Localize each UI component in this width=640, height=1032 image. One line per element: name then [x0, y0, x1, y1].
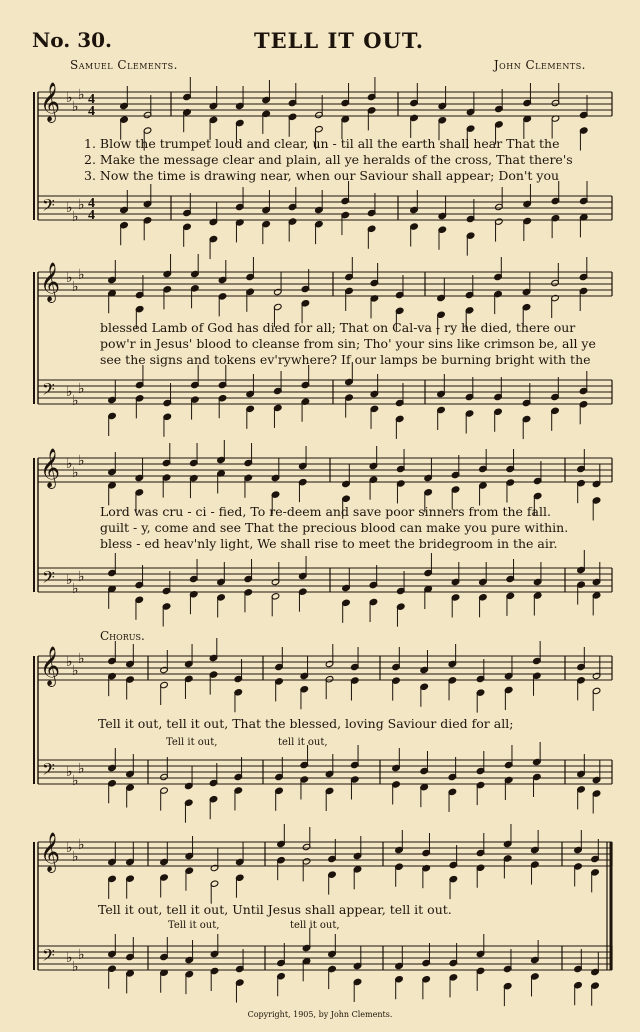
verse-3-line-2: see the signs and tokens ev'rywhere? If our lamps be burning bright with the: [100, 352, 591, 367]
chorus-line-1-bass-echo-2: tell it out,: [278, 737, 328, 748]
chorus-line-1-bass-echo-1: Tell it out,: [166, 737, 218, 748]
treble-clef: 𝄞: [40, 262, 61, 302]
verse-3-line-1: 3. Now the time is drawing near, when our Saviour shall appear; Don't you: [84, 168, 560, 183]
flat-sign: ♭: [66, 950, 73, 966]
chorus-line-2-bass-echo-1: Tell it out,: [168, 920, 220, 931]
treble-clef: 𝄞: [40, 832, 61, 872]
flat-sign: ♭: [78, 837, 85, 853]
bass-clef: 𝄢: [42, 567, 55, 591]
verse-3-line-3: bless - ed heav'nly light, We shall rise to meet the bridegroom in the air.: [100, 536, 558, 551]
verse-2-line-1: 2. Make the message clear and plain, all ye heralds of the cross, That there's: [84, 152, 573, 167]
flat-sign: ♭: [66, 654, 73, 670]
hymn-number: No. 30.: [32, 28, 112, 52]
treble-clef: 𝄞: [40, 448, 61, 488]
flat-sign: ♭: [72, 581, 79, 597]
verse-1-line-1: 1. Blow the trumpet loud and clear, un - til all the earth shall hear That the: [84, 136, 560, 151]
treble-staff: [38, 842, 612, 866]
flat-sign: ♭: [78, 267, 85, 283]
flat-sign: ♭: [78, 569, 85, 585]
flat-sign: ♭: [72, 663, 79, 679]
flat-sign: ♭: [78, 651, 85, 667]
copyright-notice: Copyright, 1905, by John Clements.: [247, 1010, 393, 1019]
flat-sign: ♭: [78, 197, 85, 213]
verse-1-line-3: Lord was cru - ci - fied, To re-deem and save poor sinners from the fall.: [100, 504, 551, 519]
flat-sign: ♭: [72, 279, 79, 295]
flat-sign: ♭: [72, 849, 79, 865]
chorus-line-2: Tell it out, tell it out, Until Jesus shall appear, tell it out.: [98, 902, 452, 917]
treble-staff: [38, 656, 612, 680]
flat-sign: ♭: [66, 90, 73, 106]
bass-clef: 𝄢: [42, 195, 55, 219]
flat-sign: ♭: [78, 381, 85, 397]
flat-sign: ♭: [78, 87, 85, 103]
hymn-title: TELL IT OUT.: [254, 28, 425, 53]
flat-sign: ♭: [66, 572, 73, 588]
flat-sign: ♭: [72, 773, 79, 789]
time-signature-top: 4: [88, 196, 95, 211]
time-signature-top: 4: [88, 92, 95, 107]
flat-sign: ♭: [78, 947, 85, 963]
chorus-line-2-bass-echo-2: tell it out,: [290, 920, 340, 931]
flat-sign: ♭: [66, 384, 73, 400]
flat-sign: ♭: [72, 99, 79, 115]
chorus-line-1: Tell it out, tell it out, That the blessed, loving Saviour died for all;: [98, 716, 514, 731]
composer-credit: John Clements.: [493, 58, 586, 72]
flat-sign: ♭: [72, 209, 79, 225]
lyricist-credit: Samuel Clements.: [70, 58, 178, 72]
flat-sign: ♭: [66, 270, 73, 286]
flat-sign: ♭: [66, 840, 73, 856]
flat-sign: ♭: [78, 453, 85, 469]
verse-2-line-2: pow'r in Jesus' blood to cleanse from sin; Tho' your sins like crimson be, all ye: [100, 336, 596, 351]
flat-sign: ♭: [72, 465, 79, 481]
time-signature-bottom: 4: [88, 104, 95, 119]
bass-staff: [38, 568, 612, 592]
chorus-label: Chorus.: [100, 629, 145, 643]
flat-sign: ♭: [78, 761, 85, 777]
flat-sign: ♭: [66, 764, 73, 780]
flat-sign: ♭: [72, 959, 79, 975]
verse-1-line-2: blessed Lamb of God has died for all; That on Cal-va - ry he died, there our: [100, 320, 576, 335]
time-signature-bottom: 4: [88, 208, 95, 223]
treble-clef: 𝄞: [40, 646, 61, 686]
bass-staff: [38, 760, 612, 784]
treble-clef: 𝄞: [40, 82, 61, 122]
flat-sign: ♭: [72, 393, 79, 409]
bass-staff: [38, 946, 612, 970]
bass-clef: 𝄢: [42, 945, 55, 969]
bass-clef: 𝄢: [42, 759, 55, 783]
bass-clef: 𝄢: [42, 379, 55, 403]
treble-staff: [38, 458, 612, 482]
flat-sign: ♭: [66, 456, 73, 472]
flat-sign: ♭: [66, 200, 73, 216]
verse-2-line-3: guilt - y, come and see That the precious blood can make you pure within.: [100, 520, 569, 535]
